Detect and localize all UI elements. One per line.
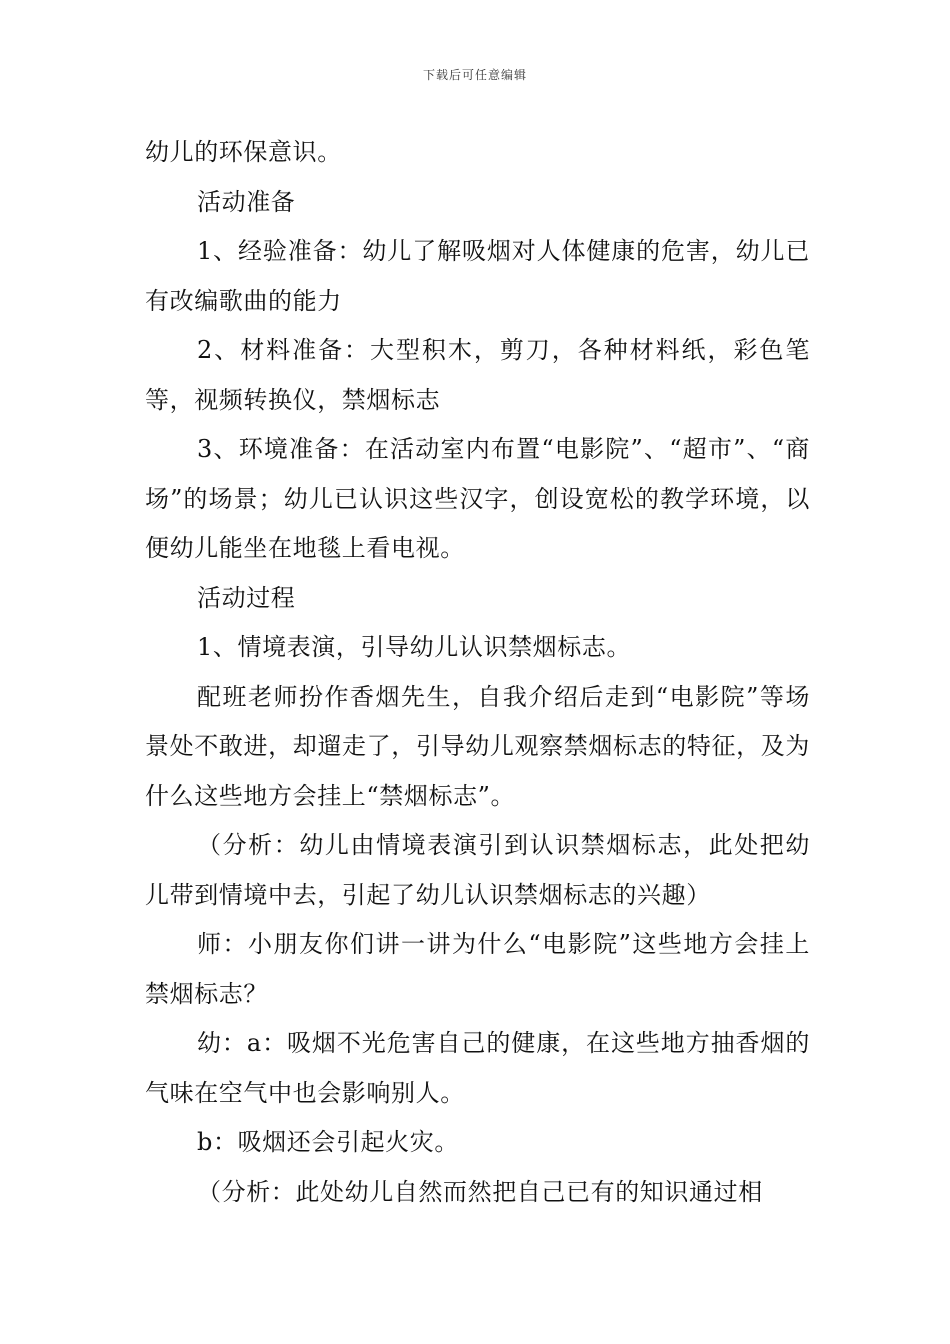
- paragraph: b：吸烟还会引起火灾。: [197, 1128, 459, 1156]
- paragraph: 配班老师扮作香烟先生，自我介绍后走到“电影院”等场景处不敢进，却遛走了，引导幼儿观察禁烟标志的特征，及为什么这些地方会挂上“禁烟标志”。: [145, 682, 810, 810]
- paragraph: 幼：a：吸烟不光危害自己的健康，在这些地方抽香烟的气味在空气中也会影响别人。: [145, 1029, 810, 1107]
- paragraph: 3、环境准备：在活动室内布置“电影院”、“超市”、“商场”的场景；幼儿已认识这些汉字，创设宽松的教学环境，以便幼儿能坐在地毯上看电视。: [145, 435, 810, 562]
- paragraph: 师：小朋友你们讲一讲为什么“电影院”这些地方会挂上禁烟标志？: [145, 930, 810, 1008]
- paragraph: 1、经验准备：幼儿了解吸烟对人体健康的危害，幼儿已有改编歌曲的能力: [145, 237, 810, 315]
- paragraph: 2、材料准备：大型积木，剪刀，各种材料纸，彩色笔等，视频转换仪，禁烟标志: [145, 336, 810, 414]
- paragraph: 1、情境表演，引导幼儿认识禁烟标志。: [197, 633, 632, 661]
- paragraph: 幼儿的环保意识。: [145, 138, 342, 166]
- section-heading-process: 活动过程: [197, 583, 296, 612]
- paragraph: （分析：幼儿由情境表演引到认识禁烟标志，此处把幼儿带到情境中去，引起了幼儿认识禁烟标志的兴趣）: [145, 831, 810, 909]
- section-heading-preparation: 活动准备: [197, 187, 296, 216]
- paragraph: （分析：此处幼儿自然而然把自己已有的知识通过相: [197, 1177, 763, 1206]
- document-body: [145, 128, 810, 1217]
- page-header: 下载后可任意编辑: [422, 68, 527, 82]
